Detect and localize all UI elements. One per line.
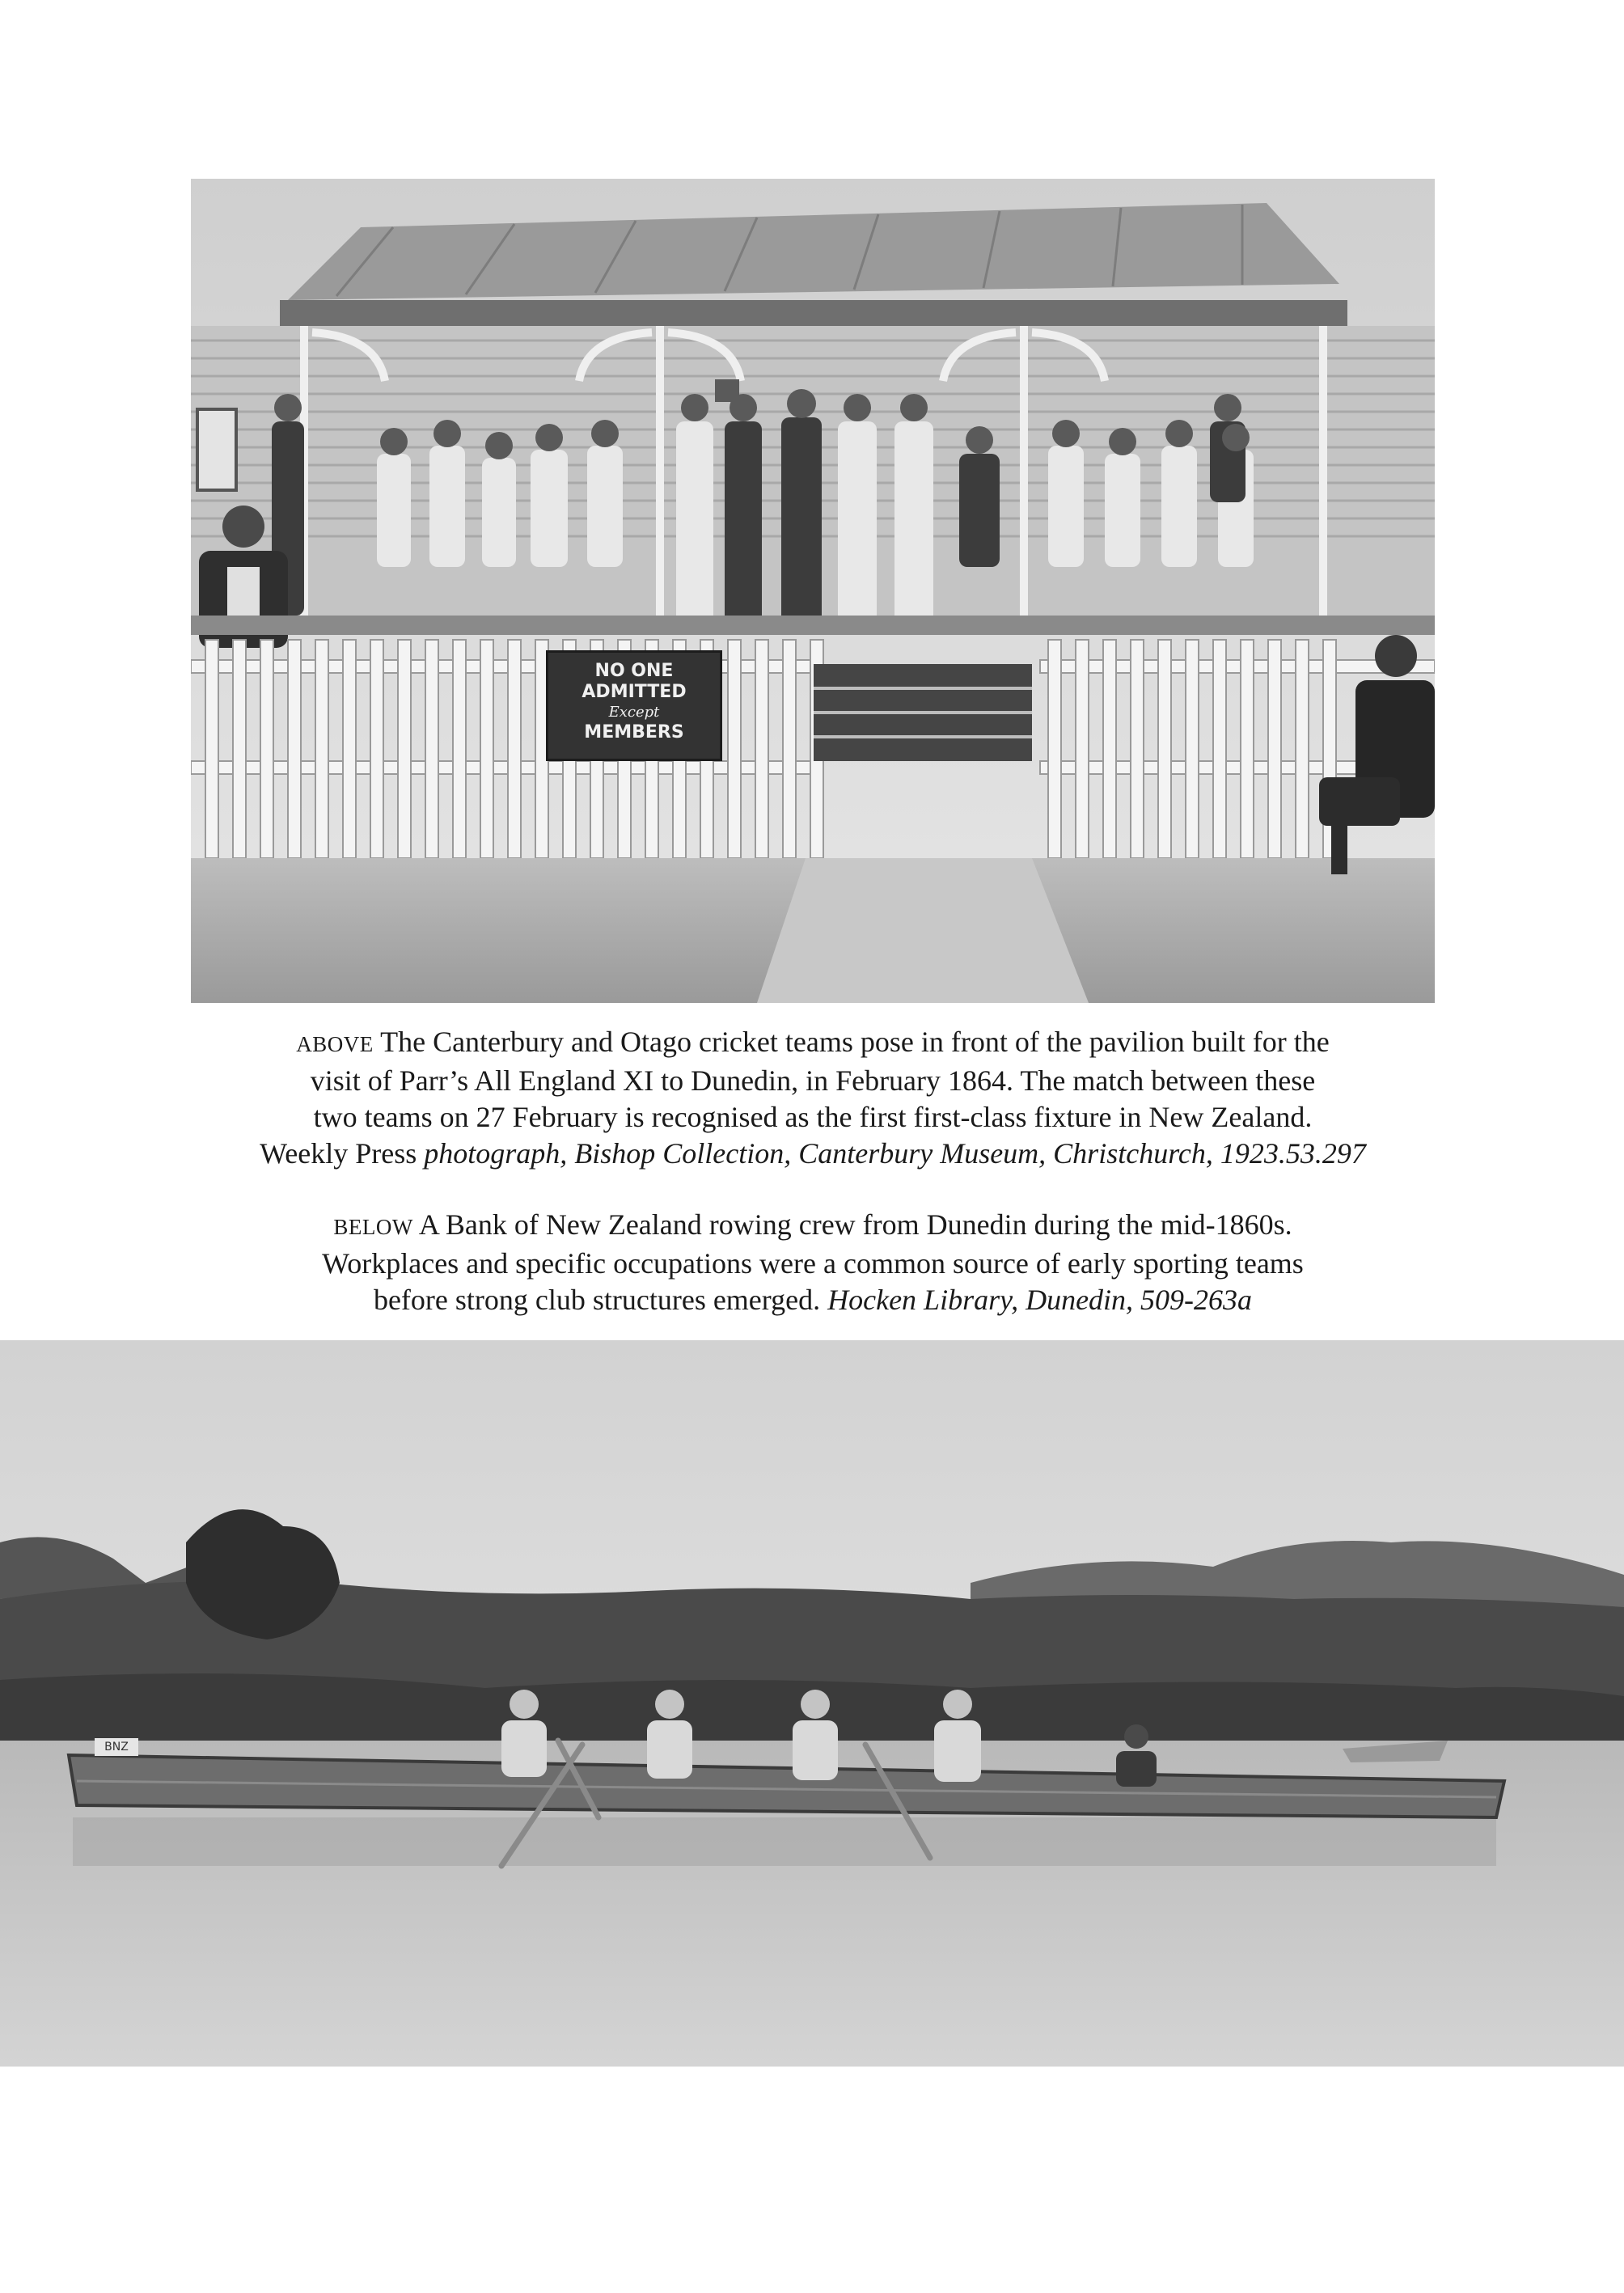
caption-above-credit-italic: photograph, Bishop Collection, Canterbury Museum, Christchurch, 1923.53.297	[424, 1137, 1366, 1170]
boat-name-label: BNZ	[95, 1738, 138, 1756]
caption-above	[191, 1024, 1435, 1172]
caption-below-credit-italic: Hocken Library, Dunedin, 509-263a	[827, 1284, 1253, 1316]
caption-above-label: ABOVE	[296, 1032, 374, 1056]
picket-fence	[191, 640, 1435, 858]
caption-above-text-3: two teams on 27 February is recognised as the first first-class fixture in New Zealand.	[313, 1101, 1313, 1133]
caption-above-credit	[191, 1136, 1435, 1172]
caption-below-text-3: before strong club structures emerged.	[373, 1284, 821, 1316]
cricket-team-photo	[191, 179, 1435, 1003]
rowing-crew-illustration	[0, 1340, 1624, 2067]
sign-line-2: ADMITTED	[582, 682, 687, 702]
sign-line-1: NO ONE	[594, 661, 674, 681]
sign-line-4: MEMBERS	[584, 722, 684, 742]
caption-above-credit-roman: Weekly Press	[260, 1137, 417, 1170]
caption-below-label: BELOW	[333, 1215, 413, 1239]
caption-below-line-3	[191, 1282, 1435, 1318]
caption-above-text-1: The Canterbury and Otago cricket teams pose in front of the pavilion built for the	[380, 1026, 1330, 1058]
caption-below-text-2: Workplaces and specific occupations were a common source of early sporting teams	[322, 1247, 1304, 1280]
caption-below-line-1	[191, 1207, 1435, 1246]
rowing-crew-photo	[0, 1340, 1624, 2067]
caption-above-line-1	[191, 1024, 1435, 1063]
sign-line-3: Except	[608, 704, 660, 721]
caption-below-text-1: A Bank of New Zealand rowing crew from Dunedin during the mid-1860s.	[418, 1208, 1292, 1241]
cricket-pavilion-illustration	[191, 179, 1435, 1003]
caption-below	[191, 1207, 1435, 1318]
caption-above-text-2: visit of Parr’s All England XI to Dunedin, in February 1864. The match between these	[310, 1064, 1316, 1097]
members-only-sign	[546, 650, 722, 761]
